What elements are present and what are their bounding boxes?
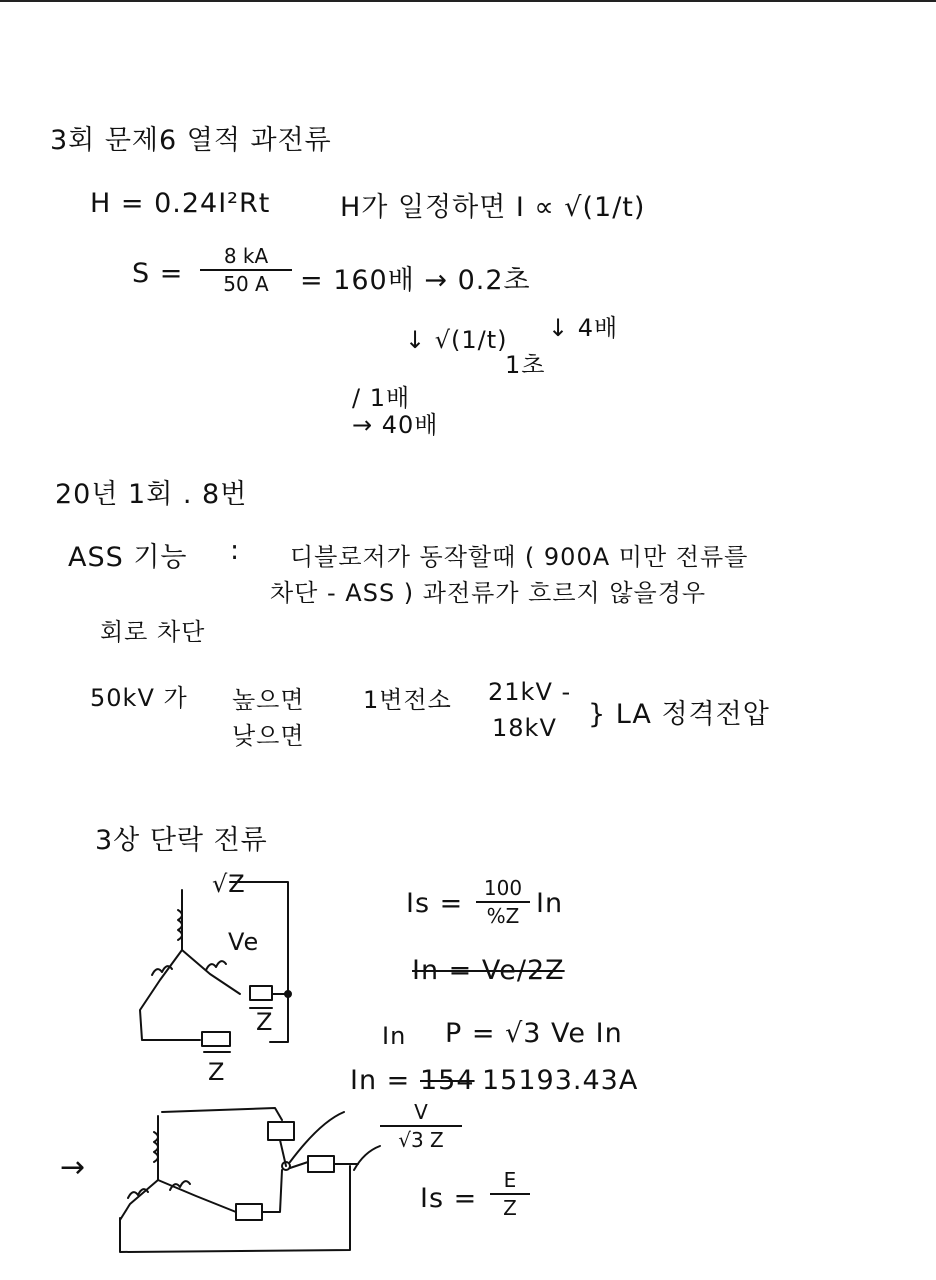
circuit-diagram-2 <box>110 1100 390 1260</box>
circuit-diagram-1 <box>130 870 310 1080</box>
ass-line1: 디블로저가 동작할때 ( 900A 미만 전류를 <box>290 543 749 571</box>
s-fraction <box>200 244 292 296</box>
note-4x: ↓ 4배 <box>548 314 619 342</box>
formula-proportional: H가 일정하면 I ∝ √(1/t) <box>340 192 646 223</box>
circuit-sqrt-z: √Z <box>212 870 246 898</box>
is2-denominator: Z <box>503 1196 517 1220</box>
note-sqrt: ↓ √(1/t) <box>405 326 508 354</box>
note-1s: 1초 <box>505 351 546 379</box>
top-rule <box>0 0 936 2</box>
ass-line2: 차단 - ASS ) 과전류가 흐르지 않을경우 <box>270 579 707 607</box>
section2-title: 20년 1회 . 8번 <box>55 479 248 510</box>
kv-low: 낮으면 <box>232 722 305 750</box>
is-fraction <box>476 876 530 928</box>
arrow-icon: → <box>60 1150 86 1185</box>
in-lhs: In = <box>350 1065 411 1096</box>
v-fraction <box>380 1100 462 1152</box>
substation: 1변전소 <box>363 686 452 714</box>
in-value: 15193.43A <box>482 1065 639 1096</box>
in-struck-formula: In = Ve/2Z <box>412 955 565 986</box>
section1-title: 3회 문제6 열적 과전류 <box>50 125 332 156</box>
s-numerator: 8 kA <box>223 244 269 268</box>
is-denominator: %Z <box>486 904 520 928</box>
is2-numerator: E <box>503 1168 517 1192</box>
is-numerator: 100 <box>483 876 523 900</box>
is2-lhs: Is = <box>420 1183 478 1214</box>
in-struck-value: 154 <box>420 1065 475 1096</box>
ass-colon: : <box>230 535 241 566</box>
power-formula: P = √3 Ve In <box>445 1018 623 1049</box>
s-label: S = <box>132 258 184 289</box>
v-denominator: √3 Z <box>398 1128 444 1152</box>
section4-title: 3상 단락 전류 <box>95 825 268 856</box>
s-result: = 160배 → 0.2초 <box>300 265 531 296</box>
circuit-z2: Z <box>208 1058 226 1086</box>
note-41x: / 1배 <box>352 384 411 412</box>
kv-high: 높으면 <box>232 686 305 714</box>
la-rated-voltage: } LA 정격전압 <box>588 699 770 730</box>
circuit-ve: Ve <box>228 928 260 956</box>
p-prefix: In <box>382 1022 407 1050</box>
note-40x: → 40배 <box>352 411 439 439</box>
formula-heat: H = 0.24I²Rt <box>90 188 271 219</box>
is-lhs: Is = <box>406 888 464 919</box>
is-rhs: In <box>536 888 564 919</box>
ass-label: ASS 기능 <box>68 542 188 573</box>
kv-21: 21kV - <box>488 678 572 706</box>
s-denominator: 50 A <box>223 272 269 296</box>
circuit-z1: Z <box>256 1008 274 1036</box>
v-numerator: V <box>414 1100 428 1124</box>
kv-18: 18kV <box>492 714 557 742</box>
is2-fraction <box>490 1168 530 1220</box>
kv-label: 50kV 가 <box>90 684 188 712</box>
ass-line3: 회로 차단 <box>100 618 206 646</box>
